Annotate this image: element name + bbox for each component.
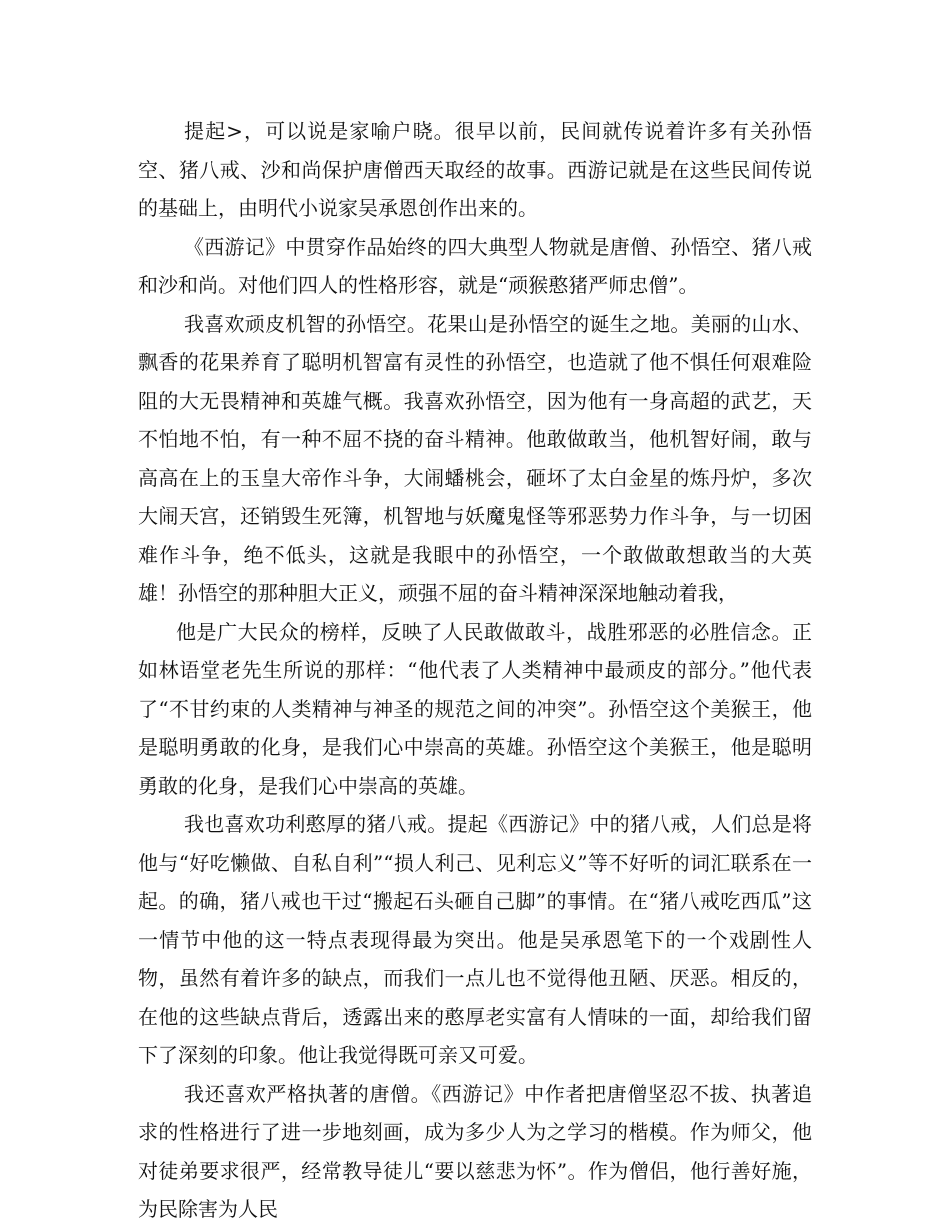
paragraph-zhu-bajie: 我也喜欢功利憨厚的猪八戒。提起《西游记》中的猪八戒，人们总是将他与“好吃懒做、自私自利”“损人利己、见利忘义”等不好听的词汇联系在一起。的确，猪八戒也干过“搬起石头砸自己脚”的事情。在“猪八戒吃西瓜”这一情节中他的这一特点表现得最为突出。他是吴承恩笔下的一个戏剧性人物，虽然有着许多的缺点，而我们一点儿也不觉得他丑陋、厌恶。相反的，在他的这些缺点背后，透露出来的憨厚老实富有人情味的一面，却给我们留下了深刻的印象。他让我觉得既可亲又可爱。 [138,812,812,1067]
document-body [138,112,812,1229]
paragraph-intro: 提起>，可以说是家喻户晓。很早以前，民间就传说着许多有关孙悟空、猪八戒、沙和尚保护唐僧西天取经的故事。西游记就是在这些民间传说的基础上，由明代小说家吴承恩创作出来的。 [138,119,812,220]
paragraph-wukong-role-model: 他是广大民众的榜样，反映了人民敢做敢斗，战胜邪恶的必胜信念。正如林语堂老先生所说的那样：“他代表了人类精神中最顽皮的部分。”他代表了“不甘约束的人类精神与神圣的规范之间的冲突”。孙悟空这个美猴王，他是聪明勇敢的化身，是我们心中崇高的英雄。孙悟空这个美猴王，他是聪明勇敢的化身，是我们心中崇高的英雄。 [138,619,812,798]
paragraph-tang-seng: 我还喜欢严格执著的唐僧。《西游记》中作者把唐僧坚忍不拔、执著追求的性格进行了进一步地刻画，成为多少人为之学习的楷模。作为师父，他对徒弟要求很严，经常教导徒儿“要以慈悲为怀”。作为僧侣，他行善好施，为民除害为人民 [138,1081,812,1221]
paragraph-main-characters: 《西游记》中贯穿作品始终的四大典型人物就是唐僧、孙悟空、猪八戒和沙和尚。对他们四人的性格形容，就是“顽猴憨猪严师忠僧”。 [138,234,812,297]
paragraph-sun-wukong: 我喜欢顽皮机智的孙悟空。花果山是孙悟空的诞生之地。美丽的山水、飘香的花果养育了聪明机智富有灵性的孙悟空，也造就了他不惧任何艰难险阻的大无畏精神和英雄气概。我喜欢孙悟空，因为他有一身高超的武艺，天不怕地不怕，有一种不屈不挠的奋斗精神。他敢做敢当，他机智好闹，敢与高高在上的玉皇大帝作斗争，大闹蟠桃会，砸坏了太白金星的炼丹炉，多次大闹天宫，还销毁生死簿，机智地与妖魔鬼怪等邪恶势力作斗争，与一切困难作斗争，绝不低头，这就是我眼中的孙悟空，一个敢做敢想敢当的大英雄！孙悟空的那种胆大正义，顽强不屈的奋斗精神深深地触动着我， [138,311,812,605]
